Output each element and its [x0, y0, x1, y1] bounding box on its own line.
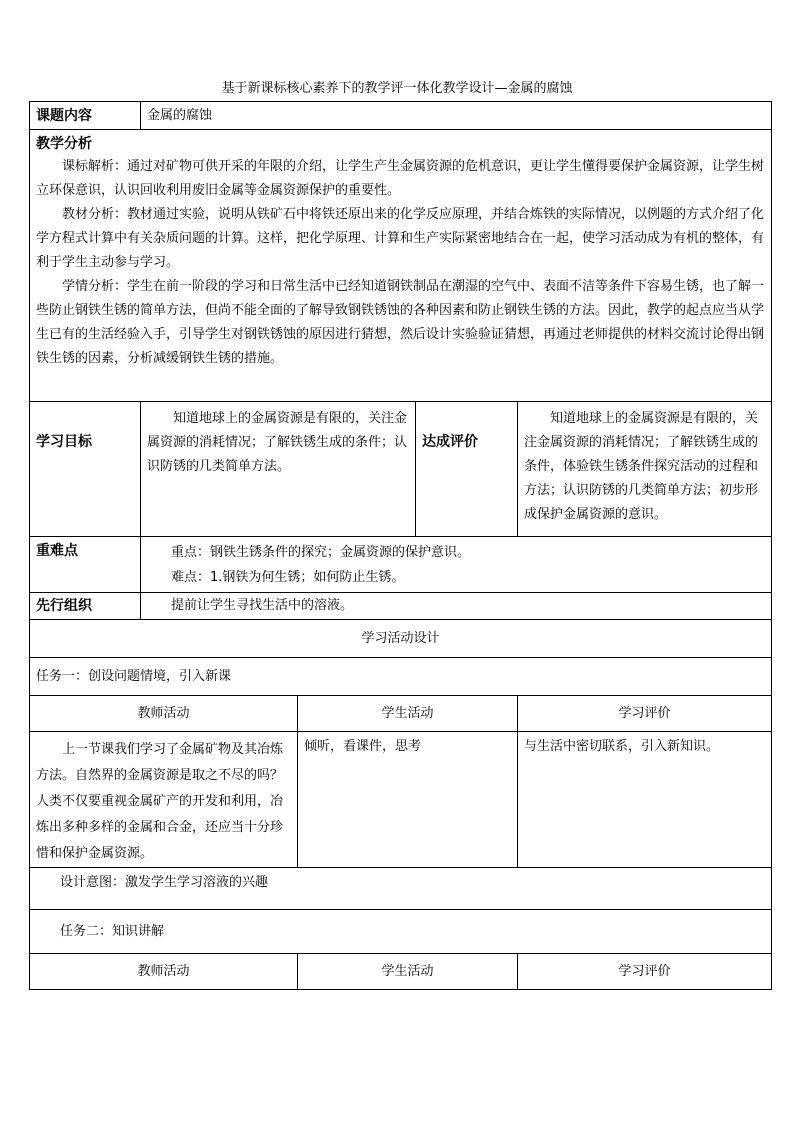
evaluation-cell	[518, 402, 772, 537]
advance-label: 先行组织	[30, 593, 141, 620]
student-activity-text: 倾听，看课件，思考	[298, 732, 518, 868]
goals-cell	[141, 402, 416, 537]
topic-value: 金属的腐蚀	[141, 102, 772, 130]
design-heading-row	[30, 620, 772, 658]
design-intent: 设计意图：激发学生学习溶液的兴趣	[30, 868, 772, 910]
activity-row	[30, 732, 772, 868]
design-heading: 学习活动设计	[30, 620, 772, 658]
curriculum-analysis: 课标解析：通过对矿物可供开采的年限的介绍，让学生产生金属资源的危机意识，更让学生懂得要保护金属资源，让学生树立环保意识，认识回收利用废旧金属等金属资源保护的重要性。	[36, 159, 765, 198]
student-analysis: 学情分析：学生在前一阶段的学习和日常生活中已经知道钢铁制品在潮湿的空气中、表面不洁等条件下容易生锈，也了解一些防止钢铁生锈的简单方法，但尚不能全面的了解导致钢铁锈蚀的各种因素和防止钢铁生锈的方法。因此，教学的起点应当从学生已有的生活经验入手，引导学生对钢铁锈蚀的原因进行猜想，然后设计实验验证猜想，再通过老师提供的材料交流讨论得出钢铁生锈的因素，分析减缓钢铁生锈的措施。	[36, 279, 765, 366]
intent-row	[30, 868, 772, 910]
difficult-point-text: 难点：1.钢铁为何生锈；如何防止生锈。	[171, 570, 405, 585]
student-activity-header: 学生活动	[298, 696, 518, 732]
analysis-row	[30, 130, 772, 402]
analysis-heading: 教学分析	[36, 136, 92, 152]
activity-header-row-2	[30, 954, 772, 990]
student-activity-header-2: 学生活动	[298, 954, 518, 990]
task2-row	[30, 910, 772, 954]
goals-text: 知道地球上的金属资源是有限的，关注金属资源的消耗情况；了解铁锈生成的条件；认识防锈的几类简单方法。	[147, 411, 408, 474]
evaluation-text-cell: 与生活中密切联系，引入新知识。	[518, 732, 772, 868]
key-point-text: 重点：钢铁生锈条件的探究；金属资源的保护意识。	[171, 545, 471, 560]
advance-text: 提前让学生寻找生活中的溶液。	[141, 593, 772, 620]
teacher-activity-header: 教师活动	[30, 696, 298, 732]
teacher-activity-header-2: 教师活动	[30, 954, 298, 990]
evaluation-label: 达成评价	[416, 402, 518, 537]
goals-label: 学习目标	[30, 402, 141, 537]
analysis-cell	[30, 130, 772, 402]
advance-row	[30, 593, 772, 620]
evaluation-header: 学习评价	[518, 696, 772, 732]
key-points-cell	[141, 537, 772, 593]
topic-label: 课题内容	[30, 102, 141, 130]
task1-row	[30, 658, 772, 696]
topic-row	[30, 102, 772, 130]
lesson-plan-table	[29, 101, 772, 990]
task1-title: 任务一：创设问题情境，引入新课	[30, 658, 772, 696]
activity-header-row	[30, 696, 772, 732]
teacher-activity-text: 上一节课我们学习了金属矿物及其冶炼方法。自然界的金属资源是取之不尽的吗？人类不仅要重视金属矿产的开发和利用，冶炼出多种多样的金属和合金，还应当十分珍惜和保护金属资源。	[36, 742, 284, 861]
evaluation-text: 知道地球上的金属资源是有限的，关注金属资源的消耗情况；了解铁锈生成的条件，体验铁生锈条件探究活动的过程和方法；认识防锈的几类简单方法；初步形成保护金属资源的意识。	[524, 411, 759, 522]
task2-title: 任务二：知识讲解	[30, 910, 772, 954]
document-title: 基于新课标核心素养下的教学评一体化教学设计—金属的腐蚀	[221, 81, 573, 96]
key-points-row	[30, 537, 772, 593]
teacher-activity-cell	[30, 732, 298, 868]
evaluation-header-2: 学习评价	[518, 954, 772, 990]
key-points-label: 重难点	[30, 537, 141, 593]
goals-row	[30, 402, 772, 537]
textbook-analysis: 教材分析：教材通过实验，说明从铁矿石中将铁还原出来的化学反应原理，并结合炼铁的实际情况，以例题的方式介绍了化学方程式计算中有关杂质问题的计算。这样，把化学原理、计算和生产实际紧密地结合在一起，使学习活动成为有机的整体，有利于学生主动参与学习。	[36, 207, 765, 270]
